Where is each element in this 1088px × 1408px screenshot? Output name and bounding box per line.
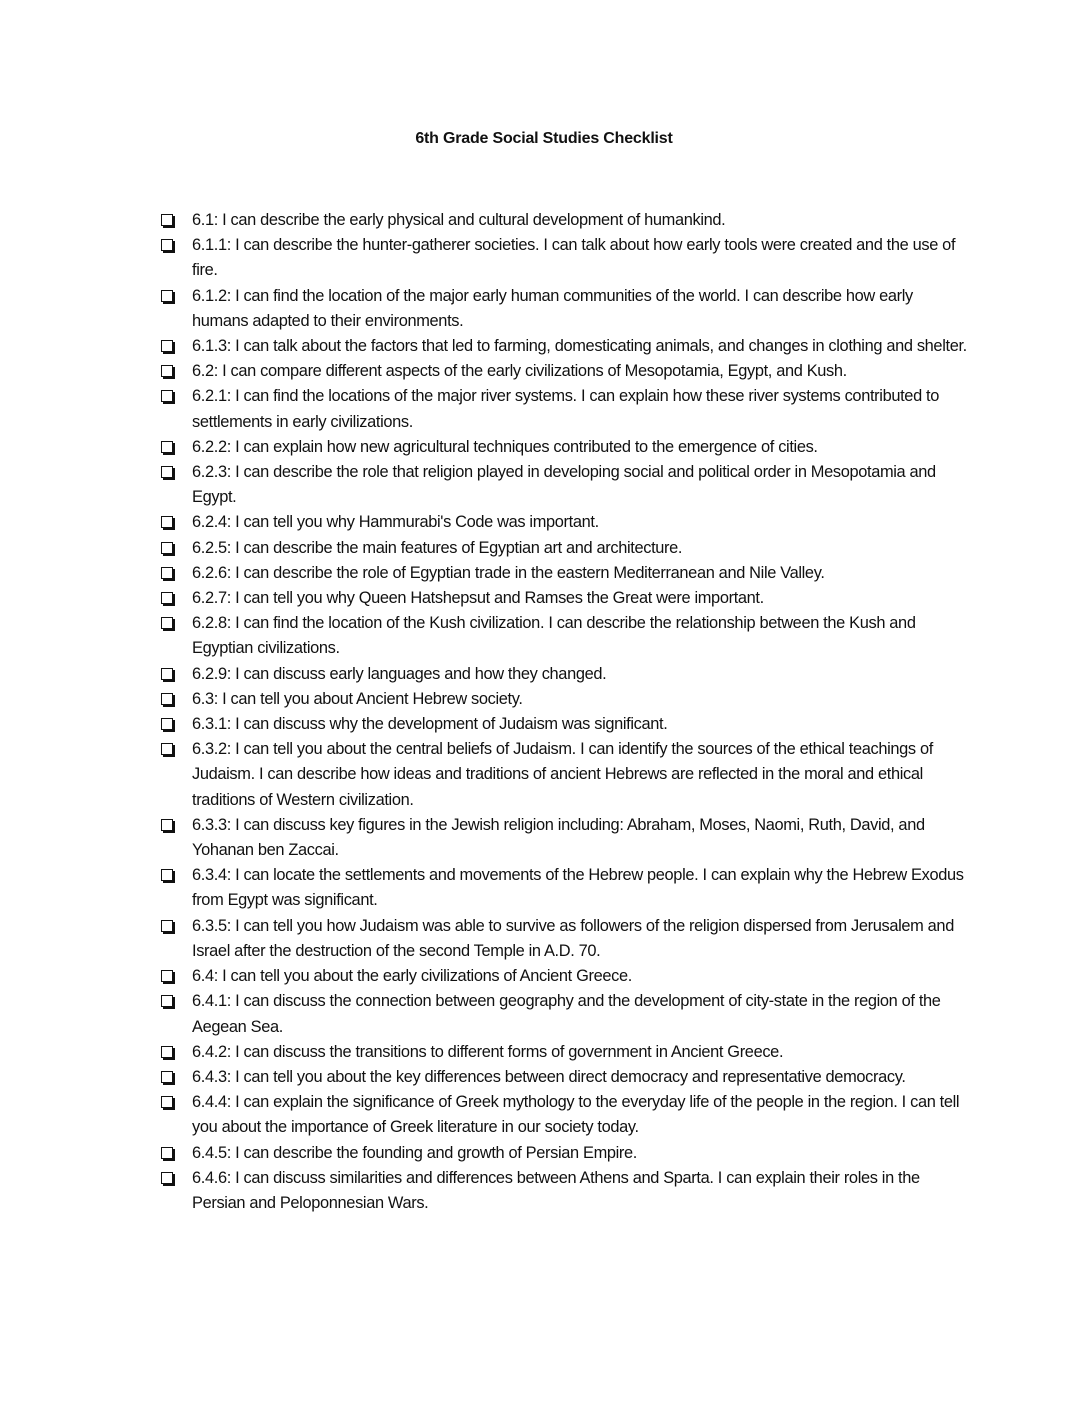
checklist-item: [160, 233, 970, 283]
checklist-item-text: 6.1: I can describe the early physical and cultural development of humankind.: [192, 211, 726, 229]
checkbox-icon[interactable]: [161, 390, 173, 402]
checkbox-icon[interactable]: [161, 1046, 173, 1058]
checklist-item: [160, 914, 970, 964]
checkbox-icon[interactable]: [161, 290, 173, 302]
checklist-item-text: 6.4.3: I can tell you about the key differences between direct democracy and representative democracy.: [192, 1067, 906, 1086]
checkbox-icon[interactable]: [161, 1172, 173, 1184]
checkbox-icon[interactable]: [161, 340, 173, 352]
checklist-item: [160, 460, 970, 510]
checkbox-icon[interactable]: [161, 592, 173, 604]
checklist-item-text: 6.4: I can tell you about the early civilizations of Ancient Greece.: [192, 967, 632, 986]
checklist-item-text: 6.2.9: I can discuss early languages and how they changed.: [192, 664, 607, 683]
checklist-item-text: 6.3: I can tell you about Ancient Hebrew society.: [192, 689, 523, 708]
checklist-item: [160, 712, 970, 737]
checklist-item: [160, 687, 970, 712]
checklist-item: [160, 384, 970, 434]
checklist-item-text: 6.4.4: I can explain the significance of Greek mythology to the everyday life of the people in the region. I can tell you about the importance of Greek literature in our society today.: [192, 1093, 960, 1137]
checkbox-icon[interactable]: [161, 516, 173, 528]
checkbox-icon[interactable]: [161, 365, 173, 377]
checklist-item-text: 6.1.3: I can talk about the factors that led to farming, domesticating animals, and changes in clothing and shelter.: [192, 337, 967, 356]
checklist-item-text: 6.3.2: I can tell you about the central beliefs of Judaism. I can identify the sources of the ethical teachings of Judaism. I can describe how ideas and traditions of ancient Hebrews are reflected in the moral and ethical traditions of Western civilization.: [192, 740, 933, 809]
checklist-item: [160, 510, 970, 535]
checkbox-icon[interactable]: [161, 214, 173, 226]
checklist-item: [160, 1090, 970, 1140]
checkbox-icon[interactable]: [161, 668, 173, 680]
checklist-item-text: 6.2.1: I can find the locations of the major river systems. I can explain how these river systems contributed to settlements in early civilizations.: [192, 387, 940, 431]
checklist-item-text: 6.4.5: I can describe the founding and growth of Persian Empire.: [192, 1143, 638, 1162]
checklist-item: [160, 334, 970, 359]
checklist-item: [160, 586, 970, 611]
checklist-item: [160, 813, 970, 863]
checklist-item: [160, 662, 970, 687]
checklist-item: [160, 1040, 970, 1065]
checklist-item-text: 6.3.3: I can discuss key figures in the Jewish religion including: Abraham, Moses, Naomi, Ruth, David, and Yohanan ben Zaccai.: [192, 815, 925, 860]
checkbox-icon[interactable]: [161, 819, 173, 831]
checkbox-icon[interactable]: [161, 970, 173, 982]
checklist-item: [160, 863, 970, 913]
checklist-item: [160, 737, 970, 813]
checklist-item: [160, 989, 970, 1039]
checklist-item: [160, 611, 970, 661]
checklist-item-text: 6.2.8: I can find the location of the Kush civilization. I can describe the relationship between the Kush and Egyptian civilizations.: [192, 614, 916, 658]
checklist-item-text: 6.4.6: I can discuss similarities and differences between Athens and Sparta. I can explain their roles in the Persian and Peloponnesian Wars.: [192, 1168, 920, 1212]
checklist-item: [160, 359, 970, 384]
checklist-item: [160, 536, 970, 561]
checkbox-icon[interactable]: [161, 441, 173, 453]
checklist-item-text: 6.1.2: I can find the location of the major early human communities of the world. I can describe how early humans adapted to their environments.: [192, 286, 913, 330]
checklist-item-text: 6.4.1: I can discuss the connection between geography and the development of city-state in the region of the Aegean Sea.: [192, 992, 941, 1036]
checklist: [160, 208, 970, 1216]
checklist-item-text: 6.2.7: I can tell you why Queen Hatshepsut and Ramses the Great were important.: [192, 589, 764, 608]
checklist-item-text: 6.3.1: I can discuss why the development of Judaism was significant.: [192, 715, 668, 734]
checkbox-icon[interactable]: [161, 617, 173, 629]
checklist-item: [160, 435, 970, 460]
checklist-item: [160, 1065, 970, 1090]
checkbox-icon[interactable]: [161, 743, 173, 755]
checklist-item-text: 6.4.2: I can discuss the transitions to different forms of government in Ancient Greece.: [192, 1042, 784, 1061]
checklist-item: [160, 561, 970, 586]
checkbox-icon[interactable]: [161, 995, 173, 1007]
checklist-item-text: 6.2.2: I can explain how new agricultural techniques contributed to the emergence of cities.: [192, 437, 818, 456]
checklist-item: [160, 1166, 970, 1216]
checklist-item: [160, 208, 970, 233]
checklist-item-text: 6.2.6: I can describe the role of Egyptian trade in the eastern Mediterranean and Nile Valley.: [192, 563, 825, 582]
checklist-item: [160, 964, 970, 989]
checklist-item: [160, 284, 970, 334]
checklist-item-text: 6.2: I can compare different aspects of the early civilizations of Mesopotamia, Egypt, and Kush.: [192, 362, 847, 381]
checklist-item-text: 6.2.4: I can tell you why Hammurabi's Code was important.: [192, 513, 599, 532]
checkbox-icon[interactable]: [161, 466, 173, 478]
checkbox-icon[interactable]: [161, 693, 173, 705]
document-title: 6th Grade Social Studies Checklist: [415, 130, 673, 147]
checkbox-icon[interactable]: [161, 718, 173, 730]
checkbox-icon[interactable]: [161, 1096, 173, 1108]
checklist-item-text: 6.2.5: I can describe the main features of Egyptian art and architecture.: [192, 538, 683, 557]
checkbox-icon[interactable]: [161, 567, 173, 579]
checkbox-icon[interactable]: [161, 1147, 173, 1159]
checkbox-icon[interactable]: [161, 920, 173, 932]
checkbox-icon[interactable]: [161, 869, 173, 881]
checklist-item-text: 6.3.5: I can tell you how Judaism was able to survive as followers of the religion dispersed from Jerusalem and Israel after the destruction of the second Temple in A.D. 70.: [192, 916, 954, 960]
checklist-item-text: 6.3.4: I can locate the settlements and movements of the Hebrew people. I can explain why the Hebrew Exodus from Egypt was significant.: [192, 866, 964, 910]
checklist-item-text: 6.1.1: I can describe the hunter-gatherer societies. I can talk about how early tools were created and the use of fire.: [192, 236, 956, 280]
checklist-item: [160, 1141, 970, 1166]
checkbox-icon[interactable]: [161, 1071, 173, 1083]
checklist-item-text: 6.2.3: I can describe the role that religion played in developing social and political order in Mesopotamia and Egypt.: [192, 463, 936, 507]
checkbox-icon[interactable]: [161, 239, 173, 251]
checkbox-icon[interactable]: [161, 542, 173, 554]
